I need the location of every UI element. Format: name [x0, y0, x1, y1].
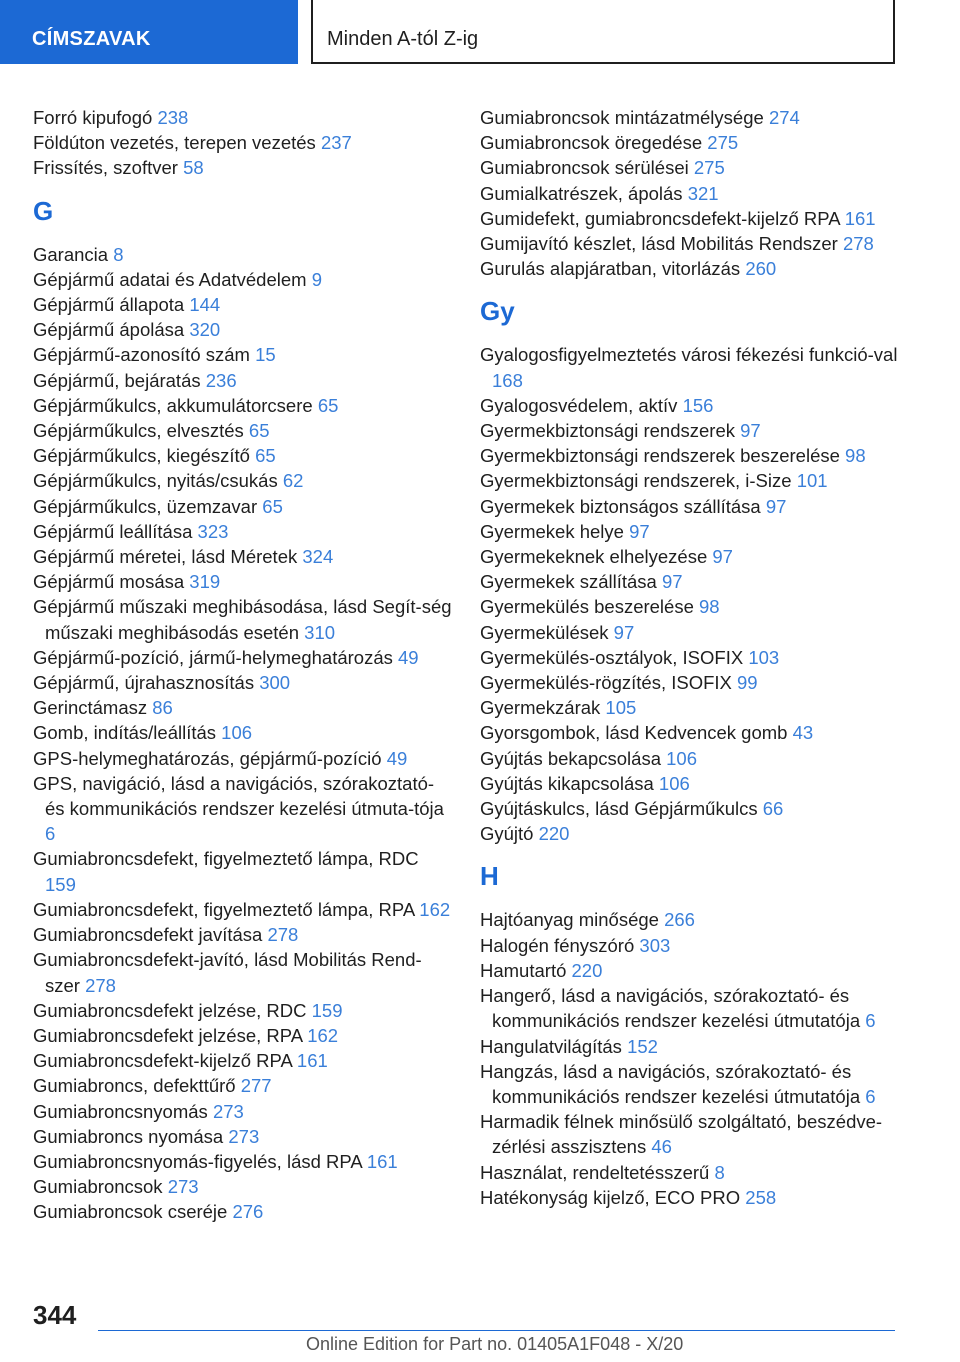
title-tab[interactable] [311, 0, 895, 64]
page-reference-link[interactable]: 6 [45, 823, 56, 845]
page-reference-link[interactable]: 276 [232, 1201, 264, 1223]
index-section-letter: G [33, 195, 54, 226]
index-entry-text: Gumiabroncsok cseréje [33, 1201, 228, 1223]
index-entry [33, 1073, 453, 1098]
page-reference-link[interactable]: 97 [613, 621, 635, 643]
index-entry [480, 1109, 900, 1159]
page-reference-link[interactable]: 321 [687, 182, 719, 204]
edition-text: Online Edition for Part no. 01405A1F048 - X/20 [306, 1334, 684, 1354]
index-entry-text: Gyermekeknek elhelyezése [480, 546, 708, 568]
index-entry [480, 670, 900, 695]
index-entry [33, 544, 453, 569]
page-reference-link[interactable]: 161 [366, 1150, 398, 1172]
index-entry-text: Gumiabroncsok sérülései [480, 157, 689, 179]
page-reference-link[interactable]: 46 [651, 1136, 672, 1158]
page-reference-link[interactable]: 266 [664, 909, 695, 931]
index-entry-text: Gépjármű-azonosító szám [33, 344, 250, 366]
index-entry-text: Halogén fényszóró [480, 934, 635, 956]
page-reference-link[interactable]: 152 [627, 1035, 658, 1057]
index-entry-text: Gépjárműkulcs, kiegészítő [33, 445, 250, 467]
page-reference-link[interactable]: 65 [255, 445, 276, 467]
page-reference-link[interactable]: 49 [386, 747, 408, 769]
index-entry [33, 368, 453, 393]
index-entry [33, 155, 453, 180]
index-entry-text: Gyújtáskulcs, lásd Gépjárműkulcs [480, 798, 758, 820]
page-number: 344 [33, 1300, 77, 1330]
index-entry-text: Gépjármű méretei, lásd Méretek [33, 546, 298, 568]
page-reference-link[interactable]: 98 [699, 596, 720, 618]
page-reference-link[interactable]: 8 [714, 1161, 725, 1183]
index-entry [480, 1059, 900, 1109]
index-entry-text: Gyújtó [480, 823, 534, 845]
index-entry [480, 1185, 900, 1210]
index-entry [33, 342, 453, 367]
index-entry [480, 746, 900, 771]
index-entry [480, 594, 900, 619]
index-entry-text: Gépjármű, újrahasznosítás [33, 672, 255, 694]
index-entry-text: Gyermekbiztonsági rendszerek, i-Size [480, 470, 792, 492]
index-entry [480, 645, 900, 670]
index-entry [33, 105, 453, 130]
index-entry-text: Gyermekülések [480, 621, 609, 643]
index-entry [33, 1149, 453, 1174]
index-entry [480, 342, 900, 392]
page-reference-link[interactable]: 106 [221, 722, 253, 744]
page-reference-link[interactable]: 159 [311, 999, 343, 1021]
index-entry-text: Gépjármű-pozíció, jármű-helymeghatározás [33, 646, 393, 668]
index-entry [480, 720, 900, 745]
index-entry-text: Gyújtás kikapcsolása [480, 772, 654, 794]
index-entry-text: Gépjárműkulcs, akkumulátorcsere [33, 394, 313, 416]
index-entry [33, 292, 453, 317]
index-entry-text: Gyermekbiztonsági rendszerek [480, 420, 735, 442]
page-reference-link[interactable]: 303 [639, 934, 671, 956]
index-entry-text: Gumiabroncs, defekttűrő [33, 1075, 236, 1097]
index-entry [480, 544, 900, 569]
page-reference-link[interactable]: 156 [682, 394, 714, 416]
index-entry-text: Gumiabroncsok mintázatmélysége [480, 107, 764, 128]
index-entry [480, 130, 900, 155]
index-entry-text: Használat, rendeltetésszerű [480, 1161, 710, 1183]
page-reference-link[interactable]: 319 [189, 571, 221, 593]
index-entry-text: Gépjármű állapota [33, 294, 185, 316]
section-tab-label: CÍMSZAVAK [32, 28, 151, 50]
page-reference-link[interactable]: 103 [748, 646, 780, 668]
page-reference-link[interactable]: 273 [212, 1100, 244, 1122]
index-entry [480, 468, 900, 493]
index-entry-text: Hangzás, lásd a navigációs, szórakoztató- és kommunikációs rendszer kezelési útmutatója [480, 1060, 861, 1107]
index-entry [33, 998, 453, 1023]
index-entry-text: Gumiabroncsdefekt-kijelző RPA [33, 1050, 292, 1072]
index-entry-text: Gurulás alapjáratban, vitorlázás [480, 258, 741, 280]
index-entry-text: Gépjármű mosása [33, 571, 185, 593]
page-reference-link[interactable]: 278 [267, 924, 299, 946]
index-entry-text: Hatékonyság kijelző, ECO PRO [480, 1186, 741, 1208]
page-reference-link[interactable]: 236 [205, 369, 237, 391]
index-entry [480, 206, 900, 231]
page-reference-link[interactable]: 65 [317, 394, 339, 416]
page-reference-link[interactable]: 277 [240, 1075, 272, 1097]
index-entry-text: Hamutartó [480, 959, 567, 981]
index-entry-text: Gyújtás bekapcsolása [480, 747, 661, 769]
index-entry [33, 569, 453, 594]
page-reference-link[interactable]: 8 [113, 243, 124, 265]
index-entry-text: Gumiabroncsdefekt-javító, lásd Mobilitás Rend-szer [33, 949, 422, 996]
index-entry [480, 1034, 900, 1059]
index-entry [33, 1199, 453, 1224]
page-reference-link[interactable]: 6 [865, 1085, 876, 1107]
index-entry-text: Gumiabroncsdefekt jelzése, RPA [33, 1024, 303, 1046]
index-entry [33, 746, 453, 771]
title-tab-label: Minden A-tól Z-ig [327, 28, 479, 50]
page-reference-link[interactable]: 220 [538, 823, 570, 845]
index-entry-text: Gumiabroncsdefekt, figyelmeztető lámpa, RPA [33, 898, 415, 920]
index-entry [33, 468, 453, 493]
index-entry-text: Gyalogosfigyelmeztetés városi fékezési funkció-val [480, 344, 898, 366]
page-reference-link[interactable]: 43 [792, 722, 814, 744]
index-entry [480, 181, 900, 206]
index-entry [480, 620, 900, 645]
index-entry [480, 443, 900, 468]
page-reference-link[interactable]: 49 [398, 646, 419, 668]
footer-divider [98, 1330, 895, 1331]
page-reference-link[interactable]: 300 [259, 672, 291, 694]
page-reference-link[interactable]: 275 [707, 132, 739, 154]
page-reference-link[interactable]: 324 [302, 546, 334, 568]
page-reference-link[interactable]: 161 [844, 207, 876, 229]
page-reference-link[interactable]: 162 [307, 1024, 339, 1046]
page-reference-link[interactable]: 65 [262, 495, 283, 517]
index-entry [480, 1160, 900, 1185]
index-entry [33, 897, 453, 922]
page-reference-link[interactable]: 320 [189, 319, 221, 341]
index-entry-text: Földúton vezetés, terepen vezetés [33, 132, 316, 154]
index-entry-text: Gumiabroncsnyomás-figyelés, lásd RPA [33, 1150, 362, 1172]
index-entry [480, 231, 900, 256]
index-entry [480, 155, 900, 180]
index-entry-text: Gyalogosvédelem, aktív [480, 394, 678, 416]
index-entry [480, 105, 900, 130]
page-reference-link[interactable]: 66 [762, 798, 784, 820]
index-entry-text: Gyermekzárak [480, 697, 601, 719]
index-entry-text: Gumidefekt, gumiabroncsdefekt-kijelző RPA [480, 207, 840, 229]
index-entry-text: Gyorsgombok, lásd Kedvencek gomb [480, 722, 788, 744]
index-entry-text: Gyermekek szállítása [480, 571, 657, 593]
index-entry [33, 130, 453, 155]
page-reference-link[interactable]: 62 [282, 470, 304, 492]
index-entry [33, 720, 453, 745]
index-entry-text: Gumiabroncs nyomása [33, 1125, 224, 1147]
index-entry-text: Gépjármű műszaki meghibásodása, lásd Segít-ség műszaki meghibásodás esetén [33, 596, 452, 643]
index-entry [480, 796, 900, 821]
page-reference-link[interactable]: 278 [842, 233, 874, 255]
index-section-letter: H [480, 861, 499, 892]
index-entry-text: Gyermekek helye [480, 520, 624, 542]
page-reference-link[interactable]: 144 [189, 294, 221, 316]
index-entry [480, 933, 900, 958]
index-entry-text: Gyermekülés-rögzítés, ISOFIX [480, 672, 732, 694]
page-reference-link[interactable]: 161 [296, 1050, 328, 1072]
index-entry-text: Hangulatvilágítás [480, 1035, 622, 1057]
page-reference-link[interactable]: 273 [167, 1176, 199, 1198]
index-entry [480, 695, 900, 720]
index-entry-text: Gumiabroncsnyomás [33, 1100, 208, 1122]
page-reference-link[interactable]: 310 [304, 621, 336, 643]
page-reference-link[interactable]: 101 [796, 470, 828, 492]
page-reference-link[interactable]: 97 [629, 520, 650, 542]
index-entry-text: Gépjárműkulcs, nyitás/csukás [33, 470, 278, 492]
index-entry-text: Gépjármű leállítása [33, 520, 193, 542]
index-entry [480, 907, 900, 932]
index-entry-text: Gumiabroncsok [33, 1176, 163, 1198]
page-reference-link[interactable]: 260 [745, 258, 777, 280]
index-entry [480, 494, 900, 519]
page-reference-link[interactable]: 58 [183, 157, 204, 179]
index-entry [33, 494, 453, 519]
page-reference-link[interactable]: 238 [157, 107, 189, 128]
index-entry-text: GPS-helymeghatározás, gépjármű-pozíció [33, 747, 382, 769]
page-reference-link[interactable]: 65 [248, 420, 270, 442]
index-entry-text: Gumijavító készlet, lásd Mobilitás Rendszer [480, 233, 838, 255]
page-reference-link[interactable]: 278 [85, 974, 116, 996]
index-entry-text: Gumiabroncsdefekt, figyelmeztető lámpa, RDC [33, 848, 419, 870]
index-entry [480, 771, 900, 796]
index-entry-text: Hajtóanyag minősége [480, 909, 659, 931]
index-entry-text: Gépjármű ápolása [33, 319, 185, 341]
index-entry [33, 1099, 453, 1124]
index-entry [33, 1048, 453, 1073]
page-reference-link[interactable]: 323 [197, 520, 229, 542]
index-entry-text: Frissítés, szoftver [33, 157, 178, 179]
index-entry [33, 645, 453, 670]
index-entry [33, 1174, 453, 1199]
index-entry [480, 569, 900, 594]
index-column-left [33, 105, 453, 1225]
page-reference-link[interactable]: 258 [745, 1186, 777, 1208]
index-entry [33, 1124, 453, 1149]
index-entry-text: Gyermekek biztonságos szállítása [480, 495, 761, 517]
index-entry [33, 317, 453, 342]
index-entry [33, 695, 453, 720]
index-column-right [480, 105, 900, 1210]
index-entry-text: Gumiabroncsdefekt jelzése, RDC [33, 999, 307, 1021]
index-entry-text: Gépjárműkulcs, üzemzavar [33, 495, 258, 517]
index-section-letter: Gy [480, 296, 515, 327]
index-entry-text: Gyermekülés-osztályok, ISOFIX [480, 646, 744, 668]
page-reference-link[interactable]: 99 [737, 672, 758, 694]
page-reference-link[interactable]: 98 [845, 445, 866, 467]
page-reference-link[interactable]: 97 [740, 420, 761, 442]
index-entry [33, 594, 453, 644]
index-entry [480, 983, 900, 1033]
index-entry-text: Hangerő, lásd a navigációs, szórakoztató- és kommunikációs rendszer kezelési útmutatója [480, 985, 861, 1032]
index-entry [33, 418, 453, 443]
index-entry-text: Gomb, indítás/leállítás [33, 722, 217, 744]
index-entry [480, 821, 900, 846]
index-entry-text: Gumiabroncsdefekt javítása [33, 924, 263, 946]
page-reference-link[interactable]: 275 [693, 157, 725, 179]
index-entry-text: Garancia [33, 243, 109, 265]
footer-edition [306, 1334, 683, 1355]
index-entry [33, 771, 453, 847]
index-entry [33, 443, 453, 468]
index-entry-text: Harmadik félnek minősülő szolgáltató, beszédve-zérlési asszisztens [480, 1111, 883, 1158]
index-entry-text: Forró kipufogó [33, 107, 153, 128]
index-entry-text: GPS, navigáció, lásd a navigációs, szórakoztató- és kommunikációs rendszer kezelési útmuta-tója [33, 772, 444, 820]
index-entry [480, 519, 900, 544]
index-entry-text: Gyermekbiztonsági rendszerek beszerelése [480, 445, 840, 467]
page-reference-link[interactable]: 220 [571, 959, 603, 981]
page-reference-link[interactable]: 162 [419, 898, 451, 920]
index-entry-text: Gépjármű, bejáratás [33, 369, 201, 391]
index-entry-text: Gépjárműkulcs, elvesztés [33, 420, 244, 442]
index-entry-text: Gerinctámasz [33, 697, 148, 719]
page-reference-link[interactable]: 273 [228, 1125, 260, 1147]
index-entry [33, 846, 453, 896]
index-entry [33, 947, 453, 997]
page-reference-link[interactable]: 168 [492, 369, 523, 391]
index-entry [33, 519, 453, 544]
index-entry [33, 267, 453, 292]
index-entry-text: Gyermekülés beszerelése [480, 596, 694, 618]
page-reference-link[interactable]: 15 [255, 344, 276, 366]
page-reference-link[interactable]: 274 [768, 107, 800, 128]
page-reference-link[interactable]: 86 [152, 697, 173, 719]
index-entry-text: Gépjármű adatai és Adatvédelem [33, 268, 307, 290]
page-reference-link[interactable]: 9 [311, 268, 322, 290]
page-reference-link[interactable]: 97 [712, 546, 733, 568]
page-reference-link[interactable]: 105 [605, 697, 637, 719]
page-reference-link[interactable]: 97 [661, 571, 683, 593]
index-entry [33, 670, 453, 695]
index-entry [33, 1023, 453, 1048]
page-reference-link[interactable]: 159 [45, 873, 76, 895]
index-entry [33, 922, 453, 947]
page-reference-link[interactable]: 106 [658, 772, 690, 794]
index-entry [33, 242, 453, 267]
page-reference-link[interactable]: 106 [666, 747, 698, 769]
index-entry [480, 256, 900, 281]
index-entry-text: Gumiabroncsok öregedése [480, 132, 703, 154]
page-reference-link[interactable]: 237 [320, 132, 352, 154]
index-entry [480, 418, 900, 443]
page-reference-link[interactable]: 6 [865, 1010, 876, 1032]
index-entry [480, 958, 900, 983]
index-entry [480, 393, 900, 418]
index-entry [33, 393, 453, 418]
page-reference-link[interactable]: 97 [765, 495, 787, 517]
index-entry-text: Gumialkatrészek, ápolás [480, 182, 683, 204]
section-tab[interactable] [0, 0, 298, 64]
